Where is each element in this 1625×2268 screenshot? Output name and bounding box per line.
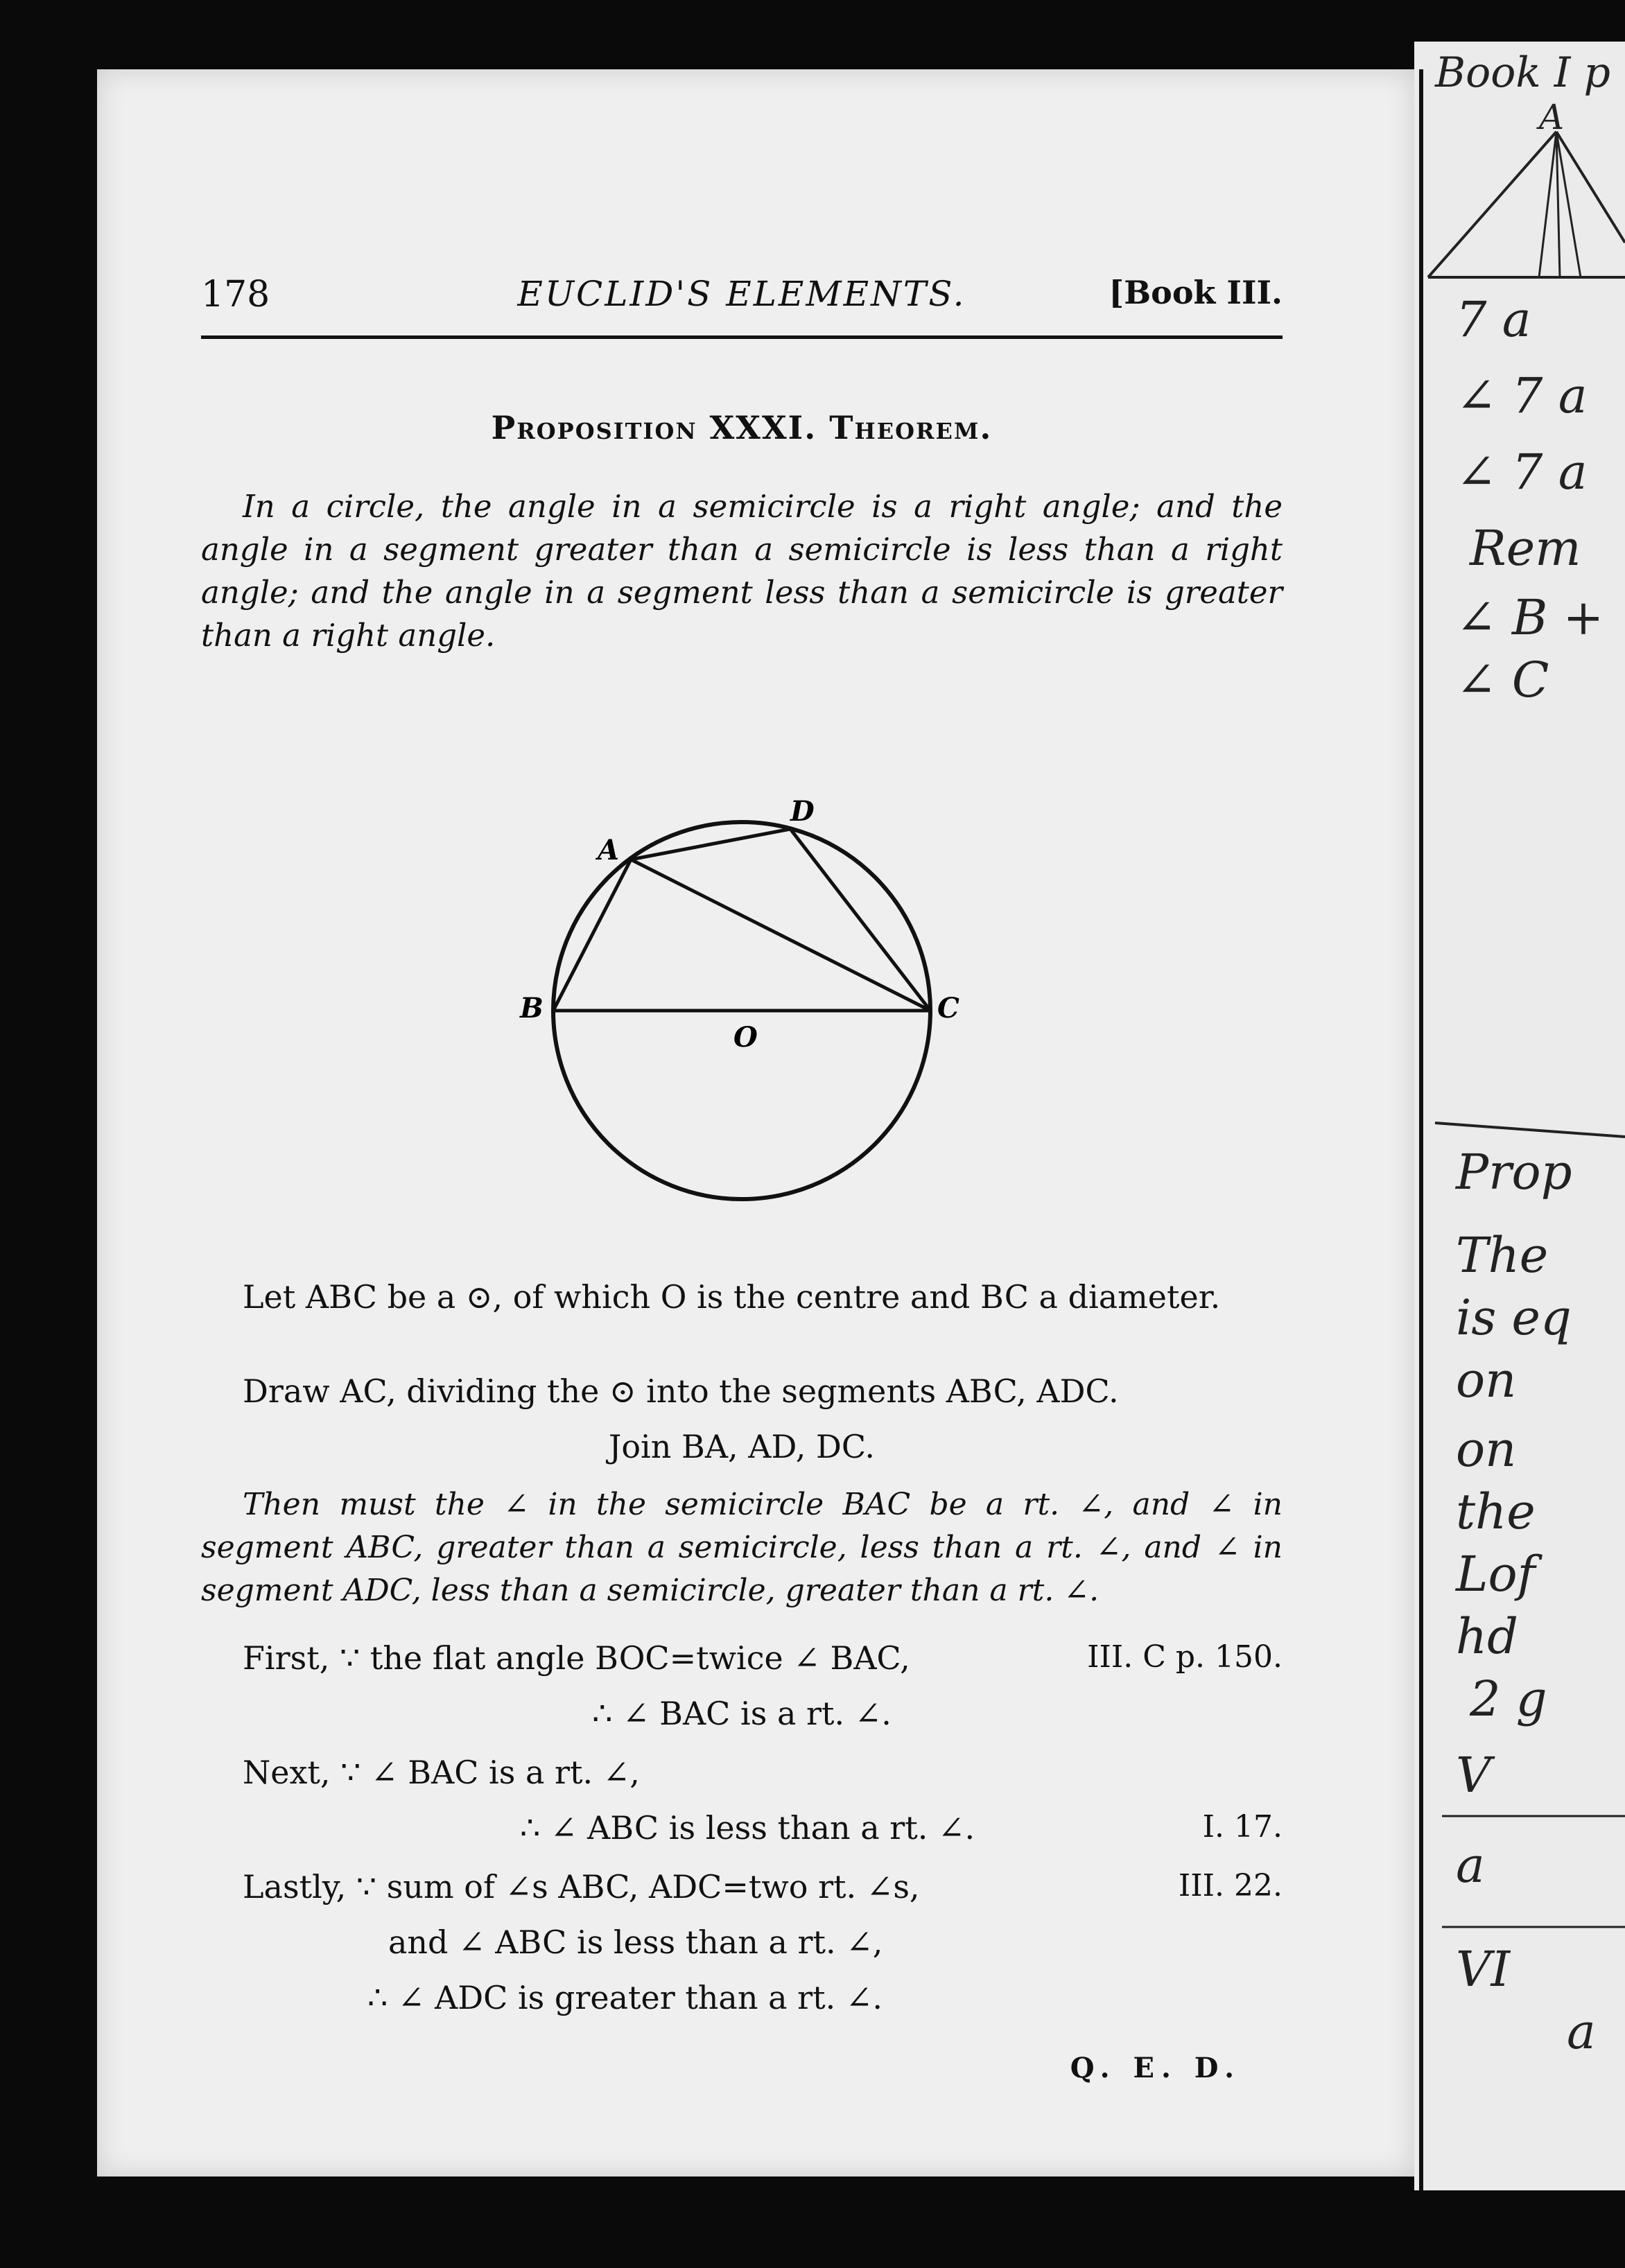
label-c: C <box>937 992 959 1024</box>
proof-first: First, ∵ the flat angle BOC=twice ∠ BAC, <box>243 1639 910 1677</box>
proof-first-conclusion: ∴ ∠ BAC is a rt. ∠. <box>592 1695 892 1732</box>
label-o: O <box>733 1021 758 1054</box>
proof-next: Next, ∵ ∠ BAC is a rt. ∠, <box>243 1754 640 1791</box>
note-5: ∠ 7 a <box>1456 444 1588 500</box>
proof-then: Then must the ∠ in the semicircle BAC be a rt. ∠, and ∠ in segment ABC, greater than a semicircle, less than a rt. ∠, and ∠ in segment ADC, less than a semicircle, greater than a rt. ∠. <box>201 1487 1283 1608</box>
manuscript-sketch <box>1414 42 1625 2190</box>
note-10: The <box>1456 1227 1549 1284</box>
proposition-enunciation: In a circle, the angle in a semicircle is a right angle; and the angle in a segment greater than a semicircle is less than a right angle; and the angle in a segment less than a semicircle is greater than a right angle. <box>201 488 1283 654</box>
note-21: a <box>1567 2003 1596 2060</box>
note-12: on <box>1456 1352 1517 1408</box>
note-13: on <box>1456 1421 1517 1478</box>
note-19: a <box>1456 1837 1485 1894</box>
book-reference: [Book III. <box>1109 274 1283 311</box>
note-9: Prop <box>1456 1144 1572 1201</box>
geometry-figure <box>444 776 1040 1206</box>
proof-let: Let ABC be a ⊙, of which O is the centre and BC a diameter. <box>243 1278 1221 1316</box>
note-14: the <box>1456 1483 1536 1540</box>
label-b: B <box>520 992 544 1024</box>
proof-join: Join BA, AD, DC. <box>608 1428 876 1465</box>
note-1: Book I p <box>1435 49 1610 97</box>
proof-next-conclusion: ∴ ∠ ABC is less than a rt. ∠. <box>520 1809 975 1847</box>
circle-diagram <box>444 776 1040 1206</box>
facing-manuscript-page <box>1414 42 1625 2190</box>
note-17: 2 g <box>1470 1671 1547 1727</box>
chord-ac <box>631 860 930 1011</box>
note-8: ∠ C <box>1456 652 1549 708</box>
label-a: A <box>598 834 620 866</box>
note-2: A <box>1539 97 1565 137</box>
reference-next: I. 17. <box>1202 1809 1283 1844</box>
page-content <box>201 69 1283 2177</box>
proof-draw: Draw AC, dividing the ⊙ into the segments ABC, ADC. <box>243 1372 1119 1410</box>
chord-ba <box>553 860 631 1011</box>
note-4: ∠ 7 a <box>1456 367 1588 424</box>
book-page <box>97 69 1414 2177</box>
reference-lastly: III. 22. <box>1178 1868 1283 1903</box>
note-11: is eq <box>1456 1289 1572 1346</box>
proof-lastly-conclusion: ∴ ∠ ADC is greater than a rt. ∠. <box>367 1979 883 2016</box>
label-d: D <box>790 795 815 828</box>
proof-and: and ∠ ABC is less than a rt. ∠, <box>388 1924 883 1961</box>
note-18: V <box>1456 1747 1491 1804</box>
proof-lastly: Lastly, ∵ sum of ∠s ABC, ADC=two rt. ∠s, <box>243 1868 920 1905</box>
note-6: Rem <box>1470 520 1581 577</box>
note-15: Lof <box>1456 1546 1536 1603</box>
header-rule <box>201 335 1283 339</box>
qed: Q. E. D. <box>1070 2052 1241 2084</box>
note-7: ∠ B + <box>1456 589 1604 646</box>
running-head <box>201 274 1283 315</box>
page-number: 178 <box>201 274 270 315</box>
note-16: hd <box>1456 1608 1518 1665</box>
note-20: VI <box>1456 1941 1511 1998</box>
note-3: 7 a <box>1456 291 1531 348</box>
proposition-title: Proposition XXXI. Theorem. <box>491 409 993 446</box>
reference-first: III. C p. 150. <box>1087 1639 1283 1675</box>
running-title: EUCLID'S ELEMENTS. <box>517 274 966 314</box>
